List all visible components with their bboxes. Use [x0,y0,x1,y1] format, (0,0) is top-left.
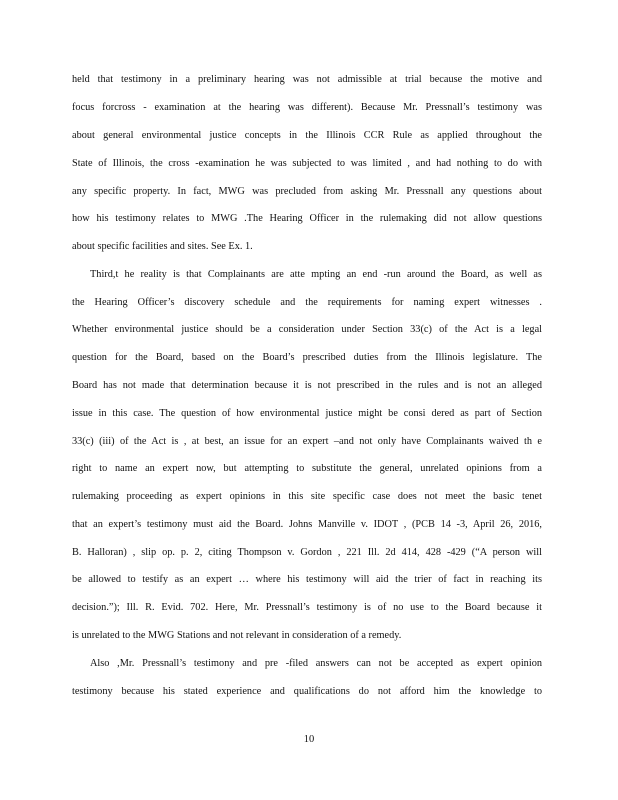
body-text-line: held that testimony in a preliminary hearing was not admissible at trial because the motive and [72,74,542,85]
body-text-line: how his testimony relates to MWG .The Hearing Officer in the rulemaking did not allow questions [72,213,542,224]
body-text-line: question for the Board, based on the Board’s prescribed duties from the Illinois legislature. The [72,352,542,363]
paragraph-first-line: Also ,Mr. Pressnall’s testimony and pre -filed answers can not be accepted as expert opinion [90,658,542,669]
body-text-line: testimony because his stated experience and qualifications do not afford him the knowledge to [72,686,542,697]
body-text-line: B. Halloran) , slip op. p. 2, citing Thompson v. Gordon , 221 Ill. 2d 414, 428 -429 (“A person will [72,547,542,558]
body-text-line: 33(c) (iii) of the Act is , at best, an issue for an expert –and not only have Complainants waived th e [72,436,542,447]
body-text-line: about general environmental justice concepts in the Illinois CCR Rule as applied throughout the [72,130,542,141]
body-text-line: any specific property. In fact, MWG was precluded from asking Mr. Pressnall any questions about [72,186,542,197]
body-text-line: focus forcross - examination at the hearing was different). Because Mr. Pressnall’s testimony was [72,102,542,113]
body-text-line: Whether environmental justice should be a consideration under Section 33(c) of the Act is a legal [72,324,542,335]
paragraph-first-line: Third,t he reality is that Complainants are atte mpting an end -run around the Board, as well as [90,269,542,280]
body-text-line: that an expert’s testimony must aid the Board. Johns Manville v. IDOT , (PCB 14 -3, April 26, 2016, [72,519,542,530]
body-text-line: issue in this case. The question of how environmental justice might be consi dered as part of Section [72,408,542,419]
body-text-line: right to name an expert now, but attempting to substitute the general, unrelated opinions from a [72,463,542,474]
body-text-line: the Hearing Officer’s discovery schedule and the requirements for naming expert witnesses . [72,297,542,308]
body-text-line: Board has not made that determination because it is not prescribed in the rules and is not an alleged [72,380,542,391]
body-text-line: be allowed to testify as an expert … where his testimony will aid the trier of fact in reaching its [72,574,542,585]
body-text-line: rulemaking proceeding as expert opinions in this site specific case does not meet the basic tenet [72,491,542,502]
page-number: 10 [303,734,315,745]
body-text-line: decision.”); Ill. R. Evid. 702. Here, Mr. Pressnall’s testimony is of no use to the Board because it [72,602,542,613]
body-text-line: State of Illinois, the cross -examination he was subjected to was limited , and had nothing to do with [72,158,542,169]
body-text-line: is unrelated to the MWG Stations and not relevant in consideration of a remedy. [72,630,402,641]
body-text-line: about specific facilities and sites. See Ex. 1. [72,241,253,252]
